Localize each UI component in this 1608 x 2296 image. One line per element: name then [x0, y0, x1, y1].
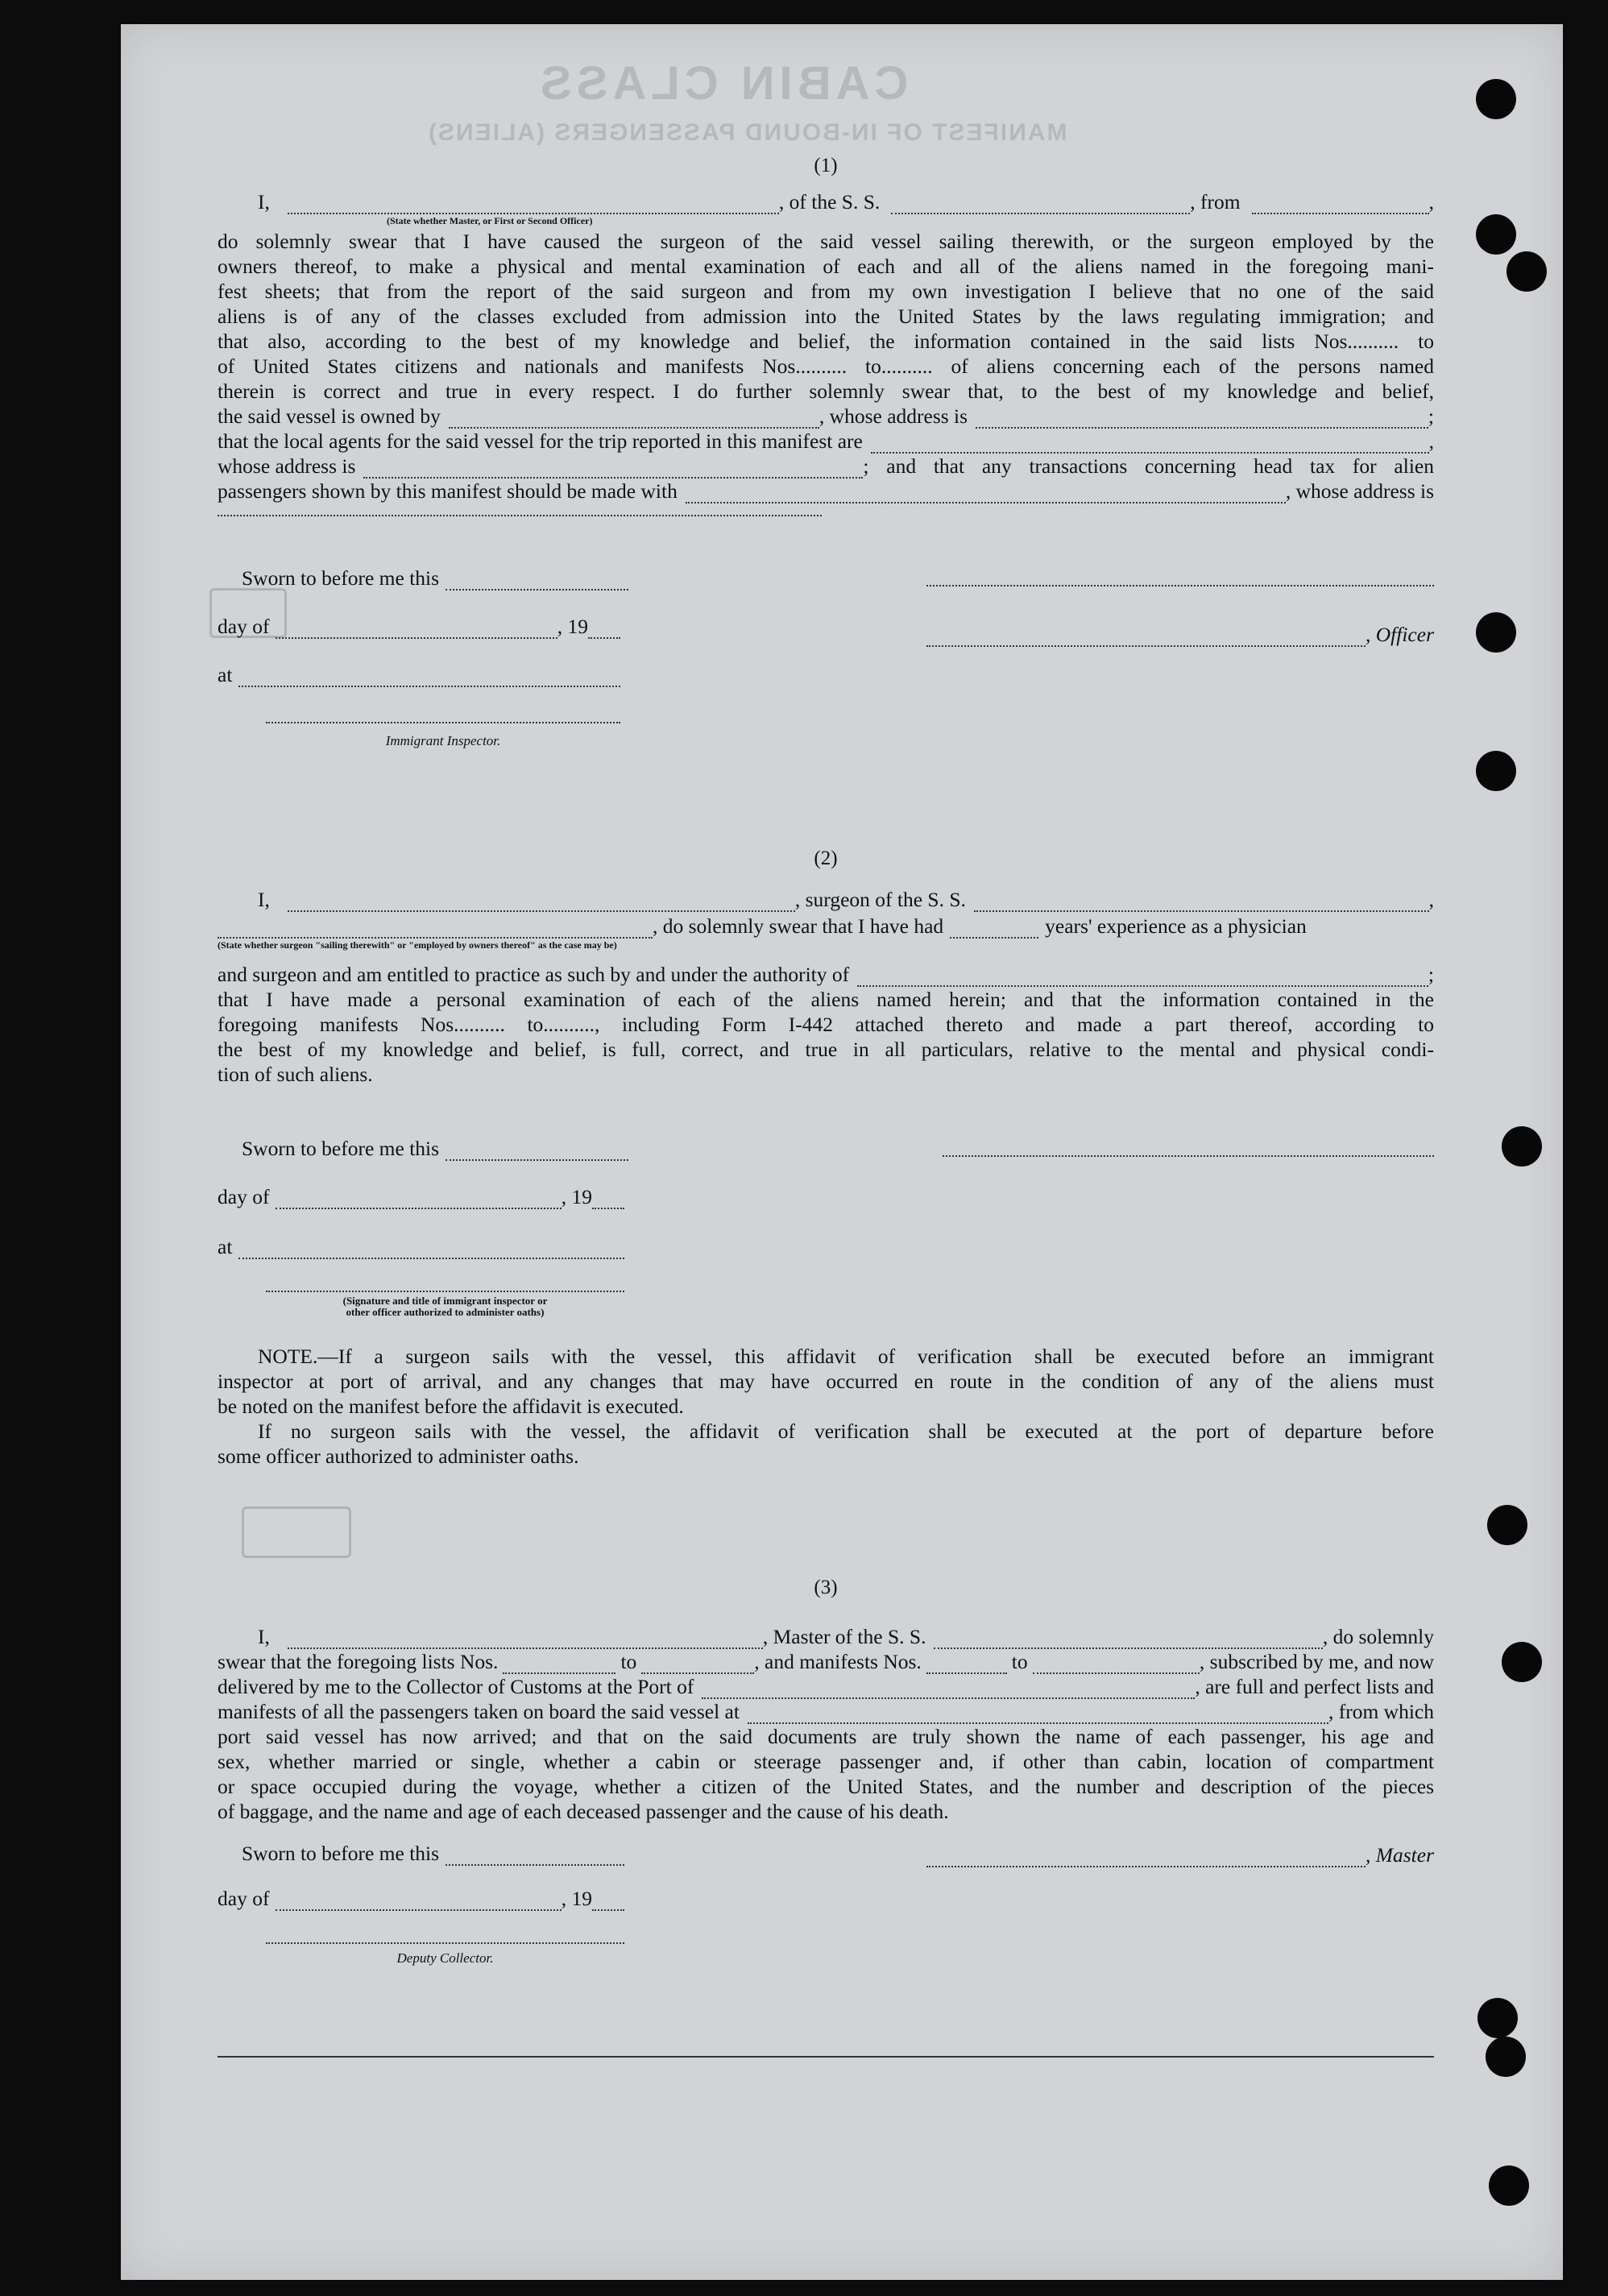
s3-master-name-field[interactable]: [288, 1630, 763, 1649]
s3-line-3: [218, 1674, 1434, 1699]
punch-hole: [1502, 1126, 1542, 1167]
s2-sig-caption-2: other officer authorized to administer oaths): [346, 1306, 545, 1318]
s3-body-line: or space occupied during the voyage, whether a citizen of the United States, and the number and description of the pieces: [218, 1775, 1434, 1798]
s2-year-field[interactable]: [592, 1190, 624, 1209]
s1-whose-line: [218, 454, 1434, 479]
s1-passengers-line: [218, 479, 1434, 504]
s1-semicolon: ;: [1428, 404, 1434, 428]
s2-line-2: [218, 914, 1434, 939]
s2-at-field[interactable]: [238, 1240, 624, 1259]
s3-lists-to-field[interactable]: [641, 1655, 754, 1674]
ghost-title-bleedthrough: CABIN CLASS: [536, 57, 909, 110]
s3-manifests-from-field[interactable]: [926, 1655, 1007, 1674]
s3-perfect-lists: , are full and perfect lists and: [1195, 1675, 1434, 1698]
manifest-affidavits: [218, 145, 1434, 1966]
s1-owned-address-label: , whose address is: [819, 404, 968, 428]
s1-body-line: of United States citizens and nationals and manifests Nos.......... to.......... of aliens concerning each of the persons named: [218, 354, 1434, 378]
s1-body: [218, 229, 1434, 516]
s2-under-note: (State whether surgeon "sailing therewith" or "employed by owners thereof" as the case may be): [218, 939, 617, 951]
s1-body-line: owners thereof, to make a physical and mental examination of each and all of the aliens named in the foregoing mani-: [218, 255, 1434, 278]
s2-inspector-signature-field[interactable]: [266, 1273, 624, 1292]
s1-body-line: that also, according to the best of my knowledge and belief, the information contained in the said lists Nos.......... to: [218, 329, 1434, 353]
s2-at-label: at: [218, 1235, 233, 1258]
s1-whose-label: whose address is: [218, 454, 356, 478]
s1-year-field[interactable]: [588, 620, 620, 639]
s2-nineteen: , 19: [561, 1185, 592, 1208]
s2-sworn-date-field[interactable]: [446, 1142, 628, 1161]
s1-agents-field[interactable]: [871, 434, 1429, 454]
s3-master-label: , Master: [1366, 1843, 1434, 1867]
s1-owner-field[interactable]: [449, 409, 819, 429]
s2-semicolon: ;: [1428, 963, 1434, 986]
s2-surgeon-of-ss: , surgeon of the S. S.: [794, 888, 966, 911]
faded-stamp-2: [242, 1506, 351, 1558]
s1-head-tax-text: ; and that any transactions concerning head tax for alien: [863, 454, 1434, 478]
s3-manifests-label: , and manifests Nos.: [754, 1650, 922, 1673]
manifest-page: [121, 24, 1563, 2280]
punch-hole: [1502, 1642, 1542, 1682]
section-1-master-affidavit: [218, 153, 1434, 556]
punch-hole: [1476, 79, 1516, 119]
punch-hole: [1476, 612, 1516, 653]
s1-under-note: (State whether Master, or First or Second Officer): [387, 215, 593, 226]
s2-body-line: the best of my knowledge and belief, is full, correct, and true in all particulars, relative to the mental and physical condi-: [218, 1038, 1434, 1061]
s1-address-continuation-field[interactable]: [218, 504, 822, 516]
s3-line-2: [218, 1649, 1434, 1674]
s2-line-1: [218, 887, 1434, 912]
punch-hole: [1476, 214, 1516, 255]
s1-body-line: do solemnly swear that I have caused the surgeon of the said vessel sailing therewith, or the surgeon employed by the: [218, 230, 1434, 253]
s2-surgeon-name-field[interactable]: [288, 893, 795, 912]
s2-day-field[interactable]: [276, 1190, 561, 1209]
s2-sworn-label: Sworn to before me this: [242, 1137, 440, 1160]
s3-year-field[interactable]: [592, 1892, 624, 1911]
s1-i: I,: [258, 190, 270, 213]
s3-sworn-date-field[interactable]: [446, 1846, 624, 1866]
s2-jurat: [218, 1136, 1434, 1337]
s3-deputy-caption: Deputy Collector.: [396, 1950, 494, 1966]
punch-hole: [1486, 2037, 1526, 2077]
section-1-line-1: [218, 189, 1434, 214]
s1-agents-address-field[interactable]: [363, 459, 863, 479]
s2-line-3: [218, 962, 1434, 987]
section-3-number: (3): [814, 1577, 838, 1598]
s3-body-line: of baggage, and the name and age of each deceased passenger and the cause of his death.: [218, 1800, 949, 1823]
s3-lists-from-field[interactable]: [503, 1655, 615, 1674]
s3-taken-label: manifests of all the passengers taken on board the said vessel at: [218, 1700, 740, 1723]
s1-passengers-label: passengers shown by this manifest should be made with: [218, 479, 678, 503]
s1-officer-label: , Officer: [1366, 623, 1434, 646]
s2-years-field[interactable]: [950, 919, 1038, 939]
s3-vessel-field[interactable]: [934, 1630, 1322, 1649]
s1-body-line: aliens is of any of the classes excluded from admission into the United States by the laws regulating immigration; and: [218, 305, 1434, 328]
s3-port-field[interactable]: [702, 1680, 1195, 1699]
s3-subscribed: , subscribed by me, and now: [1199, 1650, 1434, 1673]
s1-comma: ,: [1428, 190, 1434, 213]
s1-body-line: therein is correct and true in every respect. I do further solemnly swear that, to the best of my knowledge and belief,: [218, 379, 1434, 403]
s2-note-line: inspector at port of arrival, and any changes that may have occurred en route in the condition of any of the aliens must: [218, 1370, 1434, 1393]
s1-agents-comma: ,: [1428, 429, 1434, 453]
s2-capacity-field[interactable]: [218, 919, 653, 939]
s1-head-tax-party-field[interactable]: [686, 484, 1286, 504]
s2-notes: [218, 1344, 1434, 1469]
s2-day-of-label: day of: [218, 1185, 270, 1208]
punch-hole: [1489, 2165, 1529, 2206]
s2-note-line: be noted on the manifest before the affidavit is executed.: [218, 1395, 684, 1418]
s2-experience-text: years' experience as a physician: [1045, 914, 1307, 938]
s1-owned-label: the said vessel is owned by: [218, 404, 441, 428]
s2-swear-text: , do solemnly swear that I have had: [653, 914, 944, 938]
s1-of-ss: , of the S. S.: [778, 190, 881, 213]
s2-authority-field[interactable]: [857, 968, 1428, 987]
s1-owned-line: [218, 404, 1434, 429]
s2-comma: ,: [1428, 888, 1434, 911]
s3-line-4: [218, 1699, 1434, 1724]
s1-at-field[interactable]: [238, 668, 620, 687]
section-1-number: (1): [814, 155, 838, 176]
s3-manifests-to-field[interactable]: [1033, 1655, 1200, 1674]
s1-officer-signature-field[interactable]: [926, 628, 1366, 647]
s2-note2-line: some officer authorized to administer oaths.: [218, 1444, 579, 1468]
s3-solemnly: , do solemnly: [1322, 1625, 1434, 1648]
punch-hole: [1487, 1505, 1527, 1545]
s2-authority-text: and surgeon and am entitled to practice as such by and under the authority of: [218, 963, 850, 986]
s3-sworn-label: Sworn to before me this: [242, 1842, 440, 1865]
section-2-number: (2): [814, 848, 838, 869]
s3-body-line: sex, whether married or single, whether a cabin or steerage passenger and, if other than cabin, location of compartment: [218, 1750, 1434, 1773]
s3-embark-port-field[interactable]: [748, 1705, 1328, 1724]
s2-vessel-field[interactable]: [974, 893, 1429, 912]
s3-jurat: [218, 1841, 1434, 1986]
bottom-rule: [218, 2056, 1434, 2058]
section-3-master-declaration: [218, 1575, 1434, 1824]
punch-hole: [1506, 251, 1547, 292]
s1-vessel-field[interactable]: [891, 195, 1190, 214]
s1-passengers-address-label: , whose address is: [1285, 479, 1434, 503]
s1-owner-address-field[interactable]: [976, 409, 1428, 429]
s1-jurat: [218, 566, 1434, 759]
s3-deputy-signature-field[interactable]: [266, 1925, 624, 1944]
s3-master-signature-field[interactable]: [926, 1848, 1366, 1867]
s3-body-line: port said vessel has now arrived; and that on the said documents are truly shown the name of each passenger, his age and: [218, 1725, 1434, 1748]
s1-day-of-label: day of: [218, 615, 270, 638]
s2-sig-caption-1: (Signature and title of immigrant inspector or: [342, 1295, 548, 1307]
s3-line-1: [218, 1624, 1434, 1649]
s1-body-line: fest sheets; that from the report of the said surgeon and from my own investigation I believe that no one of the said: [218, 280, 1434, 303]
s1-sworn-date-field[interactable]: [446, 571, 628, 591]
s2-body-line: that I have made a personal examination of each of the aliens named herein; and that the information contained in the: [218, 988, 1434, 1011]
s3-port-label: delivered by me to the Collector of Customs at the Port of: [218, 1675, 694, 1698]
s1-day-field[interactable]: [276, 620, 557, 639]
s2-surgeon-signature-field[interactable]: [943, 1138, 1434, 1157]
s1-nineteen: , 19: [557, 615, 588, 638]
s1-agents-label: that the local agents for the said vessel for the trip reported in this manifest are: [218, 429, 863, 453]
s3-master-of-ss: , Master of the S. S.: [762, 1625, 926, 1648]
s1-sworn-label: Sworn to before me this: [242, 566, 440, 590]
s3-day-of-label: day of: [218, 1887, 270, 1910]
s2-i: I,: [258, 888, 270, 911]
s1-master-field[interactable]: [288, 195, 779, 214]
s3-manifests-to: to: [1011, 1650, 1028, 1673]
s2-body-line: foregoing manifests Nos.......... to.........., including Form I-442 attached thereto and made a part thereof, according to: [218, 1013, 1434, 1036]
section-2-surgeon-affidavit: [218, 846, 1434, 1087]
s3-lists-label: swear that the foregoing lists Nos.: [218, 1650, 499, 1673]
s3-from-which: , from which: [1328, 1700, 1434, 1723]
punch-hole: [1477, 1998, 1518, 2038]
s3-day-field[interactable]: [276, 1892, 561, 1911]
s2-note2-line: If no surgeon sails with the vessel, the affidavit of verification shall be executed at the port of departure before: [258, 1419, 1434, 1443]
s1-at-label: at: [218, 663, 233, 686]
s1-signature-field[interactable]: [926, 567, 1434, 586]
s1-inspector-signature-field[interactable]: [266, 704, 620, 723]
ghost-subtitle-bleedthrough: MANIFEST OF IN-BOUND PASSENGERS (ALIENS): [427, 119, 1067, 146]
s2-note-line: NOTE.—If a surgeon sails with the vessel, this affidavit of verification shall be executed before an immigrant: [258, 1345, 1434, 1368]
punch-hole: [1476, 751, 1516, 791]
s1-from: , from: [1190, 190, 1241, 213]
s2-body-line: tion of such aliens.: [218, 1063, 373, 1086]
s3-lists-to: to: [620, 1650, 637, 1673]
s1-agents-line: [218, 429, 1434, 454]
s3-nineteen: , 19: [561, 1887, 592, 1910]
s3-i: I,: [258, 1625, 270, 1648]
s1-inspector-caption: Immigrant Inspector.: [385, 733, 501, 748]
s1-from-field[interactable]: [1252, 195, 1429, 214]
